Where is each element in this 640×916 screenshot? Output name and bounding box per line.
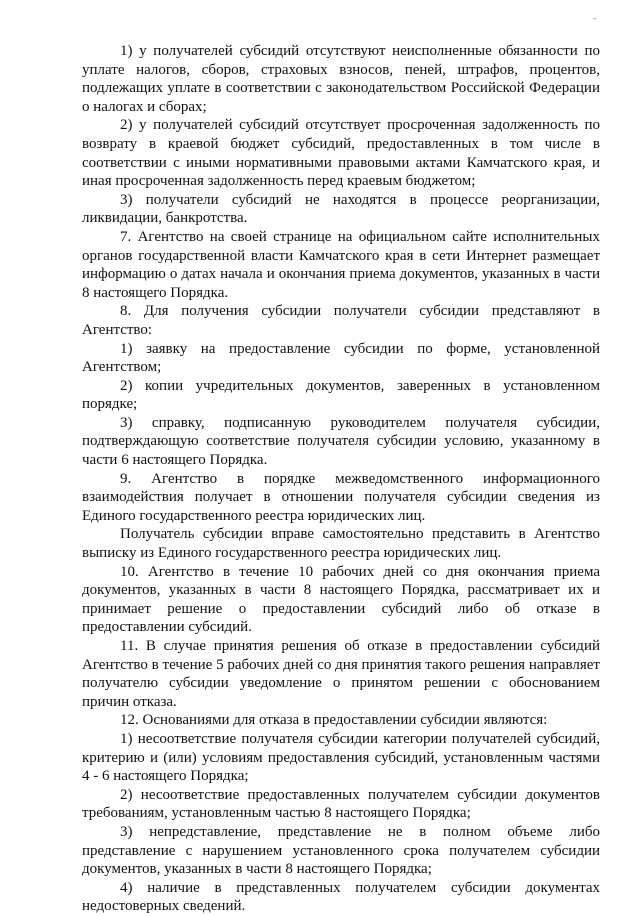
paragraph-10: Получатель субсидии вправе самостоятельно представить в Агентство выписку из Единого государственного реестра юридических лиц. xyxy=(82,526,600,562)
paragraph-7: 2) копии учредительных документов, заверенных в установленном порядке; xyxy=(82,377,600,413)
paragraph-15: 2) несоответствие предоставленных получателем субсидии документов требованиям, установленным частью 8 настоящего Порядка; xyxy=(82,786,600,822)
paragraph-16: 3) непредставление, представление не в полном объеме либо представление с нарушением установленного срока получателем субсидии документов, указанных в части 8 настоящего Порядка; xyxy=(82,823,600,878)
paragraph-1: 1) у получателей субсидий отсутствуют неисполненные обязанности по уплате налогов, сборов, страховых взносов, пеней, штрафов, процентов, подлежащих уплате в соответствии с законодательством Российской Федерации о налогах и сборах; xyxy=(82,43,600,115)
document-body xyxy=(82,42,600,916)
paragraph-17: 4) наличие в представленных получателем субсидии документах недостоверных сведений. xyxy=(82,879,600,915)
paragraph-3: 3) получатели субсидий не находятся в процессе реорганизации, ликвидации, банкротства. xyxy=(82,191,600,227)
paragraph-14: 1) несоответствие получателя субсидии категории получателей субсидий, критерию и (или) условиям предоставления субсидий, установленным частями 4 - 6 настоящего Порядка; xyxy=(82,730,600,785)
paragraph-5: 8. Для получения субсидии получатели субсидии представляют в Агентство: xyxy=(82,303,600,338)
paragraph-9: 9. Агентство в порядке межведомственного информационного взаимодействия получает в отношении получателя субсидии сведения из Единого государственного реестра юридических лиц. xyxy=(82,470,600,524)
paragraph-12: 11. В случае принятия решения об отказе в предоставлении субсидий Агентство в течение 5 рабочих дней со дня принятия такого решения направляет получателю субсидии уведомление о принятом решении с обоснованием причин отказа. xyxy=(82,638,600,710)
paragraph-8: 3) справку, подписанную руководителем получателя субсидии, подтверждающую соответствие получателя субсидии условию, указанному в части 6 настоящего Порядка. xyxy=(82,414,600,469)
paragraph-4: 7. Агентство на своей странице на официальном сайте исполнительных органов государственной власти Камчатского края в сети Интернет размещает информацию о датах начала и окончания приема документов, указанных в части 8 настоящего Порядка. xyxy=(82,228,600,301)
paragraph-6: 1) заявку на предоставление субсидии по форме, установленной Агентством; xyxy=(82,340,600,376)
paragraph-13: 12. Основаниями для отказа в предоставлении субсидии являются: xyxy=(120,712,548,729)
paragraph-11: 10. Агентство в течение 10 рабочих дней со дня окончания приема документов, указанных в части 8 настоящего Порядка, рассматривает их и принимает решение о предоставлении субсидий либо об отказе в предоставлении субсидий. xyxy=(82,563,600,636)
corner-mark: - xyxy=(593,14,596,23)
paragraph-2: 2) у получателей субсидий отсутствует просроченная задолженность по возврату в краевой бюджет субсидий, предоставленных в том числе в соответствии с иными нормативными правовыми актами Камчатского края, и иная просроченная задолженность перед краевым бюджетом; xyxy=(82,117,600,190)
